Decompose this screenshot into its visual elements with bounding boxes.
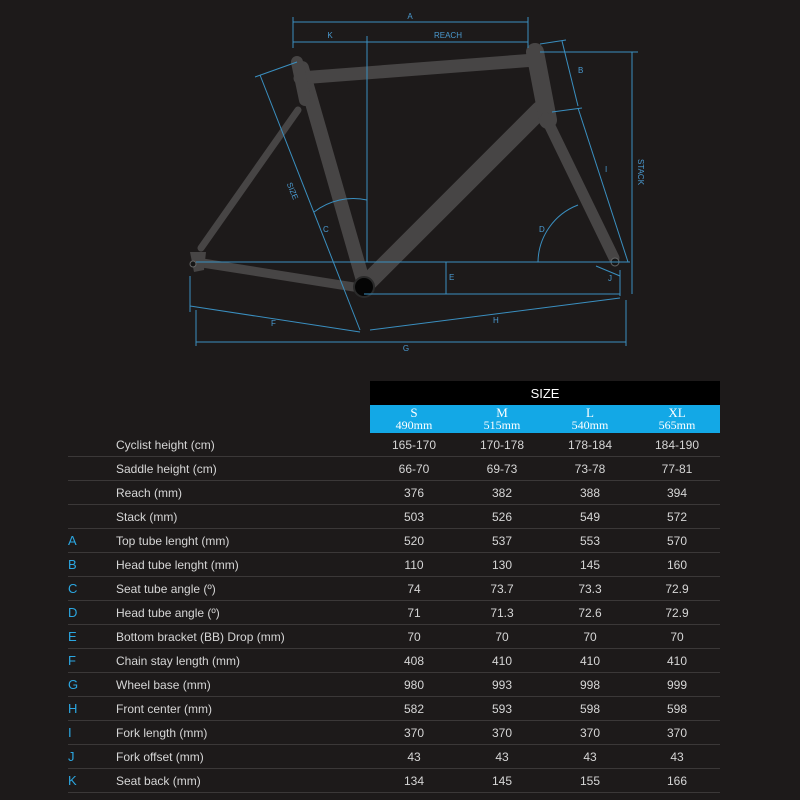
dimension-k-reach (293, 31, 528, 48)
row-label: Fork offset (mm) (116, 745, 370, 769)
row-label: Seat back (mm) (116, 769, 370, 793)
value-cell: 71.3 (458, 601, 546, 625)
value-cell: 570 (634, 529, 720, 553)
value-cell: 376 (370, 481, 458, 505)
label-c: C (323, 225, 329, 234)
value-cell: 394 (634, 481, 720, 505)
head-tube (535, 52, 548, 120)
value-cell: 77-81 (634, 457, 720, 481)
value-cell: 370 (370, 721, 458, 745)
value-cell: 998 (546, 673, 634, 697)
table-row (68, 529, 720, 553)
row-letter: D (68, 601, 116, 625)
value-cell: 370 (458, 721, 546, 745)
value-cell: 593 (458, 697, 546, 721)
row-letter: J (68, 745, 116, 769)
row-label: Reach (mm) (116, 481, 370, 505)
row-label: Wheel base (mm) (116, 673, 370, 697)
row-letter: C (68, 577, 116, 601)
value-cell: 130 (458, 553, 546, 577)
table-row (68, 697, 720, 721)
value-cell: 110 (370, 553, 458, 577)
table-row (68, 433, 720, 457)
value-cell: 73.3 (546, 577, 634, 601)
table-row (68, 577, 720, 601)
value-cell: 520 (370, 529, 458, 553)
size-header-row (68, 381, 720, 405)
value-cell: 980 (370, 673, 458, 697)
size-column-s (370, 405, 458, 433)
value-cell: 503 (370, 505, 458, 529)
label-f: F (271, 319, 276, 328)
down-tube (368, 110, 540, 282)
size-title: SIZE (370, 381, 720, 405)
value-cell: 155 (546, 769, 634, 793)
table-row (68, 625, 720, 649)
value-cell: 73.7 (458, 577, 546, 601)
table-row (68, 457, 720, 481)
label-size: SIZE (284, 181, 300, 201)
seatpost-top (297, 62, 305, 100)
label-g: G (402, 344, 410, 353)
value-cell: 549 (546, 505, 634, 529)
value-cell: 69-73 (458, 457, 546, 481)
row-label: Head tube angle (º) (116, 601, 370, 625)
table-row (68, 553, 720, 577)
value-cell: 70 (634, 625, 720, 649)
row-letter: B (68, 553, 116, 577)
row-letter (68, 433, 116, 457)
size-mm: 565mm (658, 418, 696, 432)
table-row (68, 649, 720, 673)
row-label: Top tube lenght (mm) (116, 529, 370, 553)
value-cell: 537 (458, 529, 546, 553)
row-label: Saddle height (cm) (116, 457, 370, 481)
value-cell: 74 (370, 577, 458, 601)
size-mm: 540mm (571, 418, 609, 432)
value-cell: 178-184 (546, 433, 634, 457)
value-cell: 382 (458, 481, 546, 505)
row-label: Fork length (mm) (116, 721, 370, 745)
dimension-a (293, 12, 528, 48)
row-letter (68, 457, 116, 481)
row-letter: F (68, 649, 116, 673)
value-cell: 582 (370, 697, 458, 721)
label-k: K (327, 31, 333, 40)
row-label: Bottom bracket (BB) Drop (mm) (116, 625, 370, 649)
table-row (68, 601, 720, 625)
value-cell: 410 (458, 649, 546, 673)
size-mm: 490mm (395, 418, 433, 432)
value-cell: 72.9 (634, 577, 720, 601)
value-cell: 410 (634, 649, 720, 673)
label-reach: REACH (433, 31, 463, 40)
dimension-stack (540, 52, 645, 294)
label-h: H (493, 316, 499, 325)
label-d: D (539, 225, 545, 234)
value-cell: 43 (634, 745, 720, 769)
value-cell: 526 (458, 505, 546, 529)
table-row (68, 745, 720, 769)
value-cell: 70 (546, 625, 634, 649)
row-letter (68, 481, 116, 505)
value-cell: 43 (546, 745, 634, 769)
value-cell: 160 (634, 553, 720, 577)
value-cell: 73-78 (546, 457, 634, 481)
value-cell: 166 (634, 769, 720, 793)
table-row (68, 769, 720, 793)
value-cell: 553 (546, 529, 634, 553)
table-row (68, 481, 720, 505)
row-letter: I (68, 721, 116, 745)
value-cell: 410 (546, 649, 634, 673)
table-row (68, 721, 720, 745)
value-cell: 572 (634, 505, 720, 529)
label-a: A (407, 12, 413, 21)
dimension-h (370, 298, 620, 330)
value-cell: 43 (458, 745, 546, 769)
row-label: Stack (mm) (116, 505, 370, 529)
value-cell: 72.9 (634, 601, 720, 625)
value-cell: 70 (370, 625, 458, 649)
label-i: I (605, 165, 608, 174)
label-stack: STACK (636, 158, 645, 186)
top-tube (300, 60, 535, 78)
value-cell: 184-190 (634, 433, 720, 457)
row-letter: K (68, 769, 116, 793)
size-column-xl (634, 405, 720, 433)
rear-axle-icon (190, 261, 196, 267)
value-cell: 70 (458, 625, 546, 649)
value-cell: 134 (370, 769, 458, 793)
value-cell: 388 (546, 481, 634, 505)
row-letter: G (68, 673, 116, 697)
chain-stay (196, 262, 360, 288)
dimension-j (596, 266, 620, 296)
value-cell: 43 (370, 745, 458, 769)
table-row (68, 673, 720, 697)
table-row (68, 505, 720, 529)
row-letter: E (68, 625, 116, 649)
value-cell: 408 (370, 649, 458, 673)
value-cell: 999 (634, 673, 720, 697)
row-label: Front center (mm) (116, 697, 370, 721)
label-b: B (578, 66, 584, 75)
value-cell: 993 (458, 673, 546, 697)
value-cell: 145 (546, 553, 634, 577)
size-label: XL (668, 405, 686, 420)
size-columns-row (68, 405, 720, 433)
value-cell: 71 (370, 601, 458, 625)
row-label: Cyclist height (cm) (116, 433, 370, 457)
size-column-l (546, 405, 634, 433)
size-column-m (458, 405, 546, 433)
value-cell: 165-170 (370, 433, 458, 457)
value-cell: 598 (546, 697, 634, 721)
label-j: J (608, 274, 612, 283)
geometry-rows (68, 433, 720, 793)
dimension-e (446, 262, 454, 294)
row-label: Seat tube angle (º) (116, 577, 370, 601)
row-letter: H (68, 697, 116, 721)
angle-d (538, 205, 578, 262)
dimension-g (196, 300, 626, 353)
seat-stay (201, 110, 298, 248)
seat-tube (302, 68, 364, 284)
value-cell: 72.6 (546, 601, 634, 625)
value-cell: 145 (458, 769, 546, 793)
frame-geometry-diagram (0, 0, 800, 370)
geometry-table (68, 381, 720, 793)
row-letter: A (68, 529, 116, 553)
row-letter (68, 505, 116, 529)
value-cell: 66-70 (370, 457, 458, 481)
label-e: E (449, 273, 455, 282)
size-label: L (586, 405, 594, 420)
value-cell: 170-178 (458, 433, 546, 457)
size-label: M (496, 405, 508, 420)
size-label: S (410, 405, 418, 420)
value-cell: 598 (634, 697, 720, 721)
bike-frame (190, 52, 614, 288)
value-cell: 370 (546, 721, 634, 745)
row-label: Chain stay length (mm) (116, 649, 370, 673)
size-mm: 515mm (483, 418, 521, 432)
row-label: Head tube lenght (mm) (116, 553, 370, 577)
value-cell: 370 (634, 721, 720, 745)
